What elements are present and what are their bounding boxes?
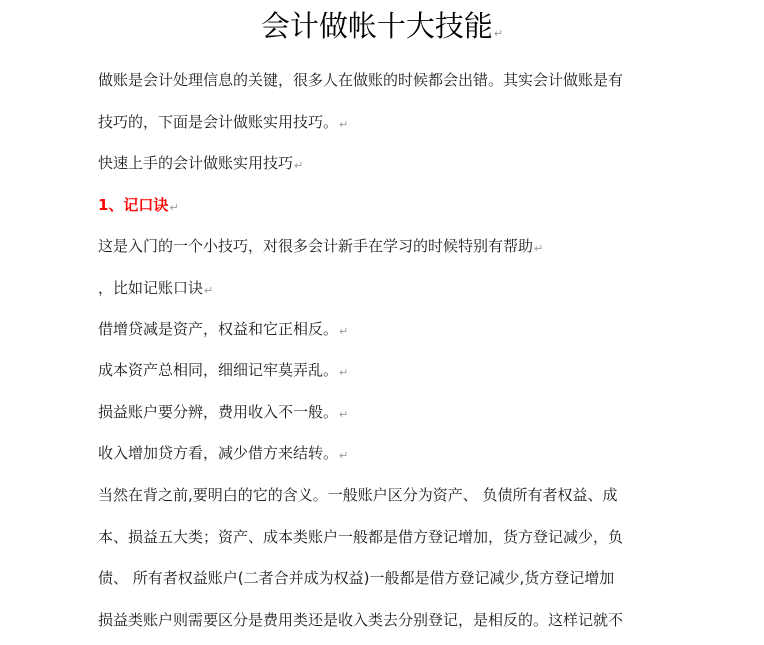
mnemonic-line-1	[98, 319, 668, 342]
line-text: 成本资产总相同，细细记牢莫弄乱。	[98, 361, 339, 379]
subtitle-line	[98, 153, 668, 176]
paragraph-mark-icon: ↵	[204, 284, 214, 297]
body-line-12	[98, 527, 668, 547]
mnemonic-line-2	[98, 360, 668, 383]
mnemonic-line-3	[98, 402, 668, 425]
body-line-11	[98, 485, 668, 505]
paragraph-mark-icon: ↵	[169, 201, 179, 214]
document-title	[0, 6, 764, 54]
line-text: 技巧的，下面是会计做账实用技巧。	[98, 113, 339, 131]
body-line-5	[98, 236, 668, 259]
mnemonic-line-4	[98, 443, 668, 466]
line-text: 债、 所有者权益账户(二者合并成为权益)一般都是借方登记减少,货方登记增加	[98, 569, 615, 587]
body-line-13	[98, 568, 668, 588]
paragraph-mark-icon: ↵	[339, 118, 349, 131]
line-text: 当然在背之前,要明白的它的含义。一般账户区分为资产、 负债所有者权益、成	[98, 486, 618, 504]
body-line-14	[98, 610, 668, 630]
line-text: 收入增加贷方看，减少借方来结转。	[98, 444, 339, 462]
line-text: 损益类账户则需要区分是费用类还是收入类去分别登记，是相反的。这样记就不	[98, 611, 624, 629]
paragraph-mark-icon: ↵	[493, 27, 504, 40]
line-text: 做账是会计处理信息的关键，很多人在做账的时候都会出错。其实会计做账是有	[98, 71, 624, 89]
section-heading	[98, 195, 668, 218]
paragraph-mark-icon: ↵	[339, 366, 349, 379]
line-text: 本、损益五大类；资产、成本类账户一般都是借方登记增加，货方登记减少，负	[98, 528, 624, 546]
body-line-2	[98, 112, 668, 135]
title-text: 会计做帐十大技能	[260, 9, 493, 43]
line-text: ，比如记账口诀	[98, 279, 204, 297]
line-text: 快速上手的会计做账实用技巧	[98, 154, 294, 172]
paragraph-mark-icon: ↵	[339, 325, 349, 338]
body-line-6	[98, 278, 668, 301]
line-text: 损益账户要分辨，费用收入不一般。	[98, 403, 339, 421]
body-line-1	[98, 70, 668, 90]
heading-text: 1、记口诀	[98, 196, 169, 214]
line-text: 这是入门的一个小技巧，对很多会计新手在学习的时候特别有帮助	[98, 237, 534, 255]
paragraph-mark-icon: ↵	[339, 449, 349, 462]
paragraph-mark-icon: ↵	[339, 408, 349, 421]
paragraph-mark-icon: ↵	[534, 242, 544, 255]
paragraph-mark-icon: ↵	[294, 159, 304, 172]
line-text: 借增贷减是资产，权益和它正相反。	[98, 320, 339, 338]
